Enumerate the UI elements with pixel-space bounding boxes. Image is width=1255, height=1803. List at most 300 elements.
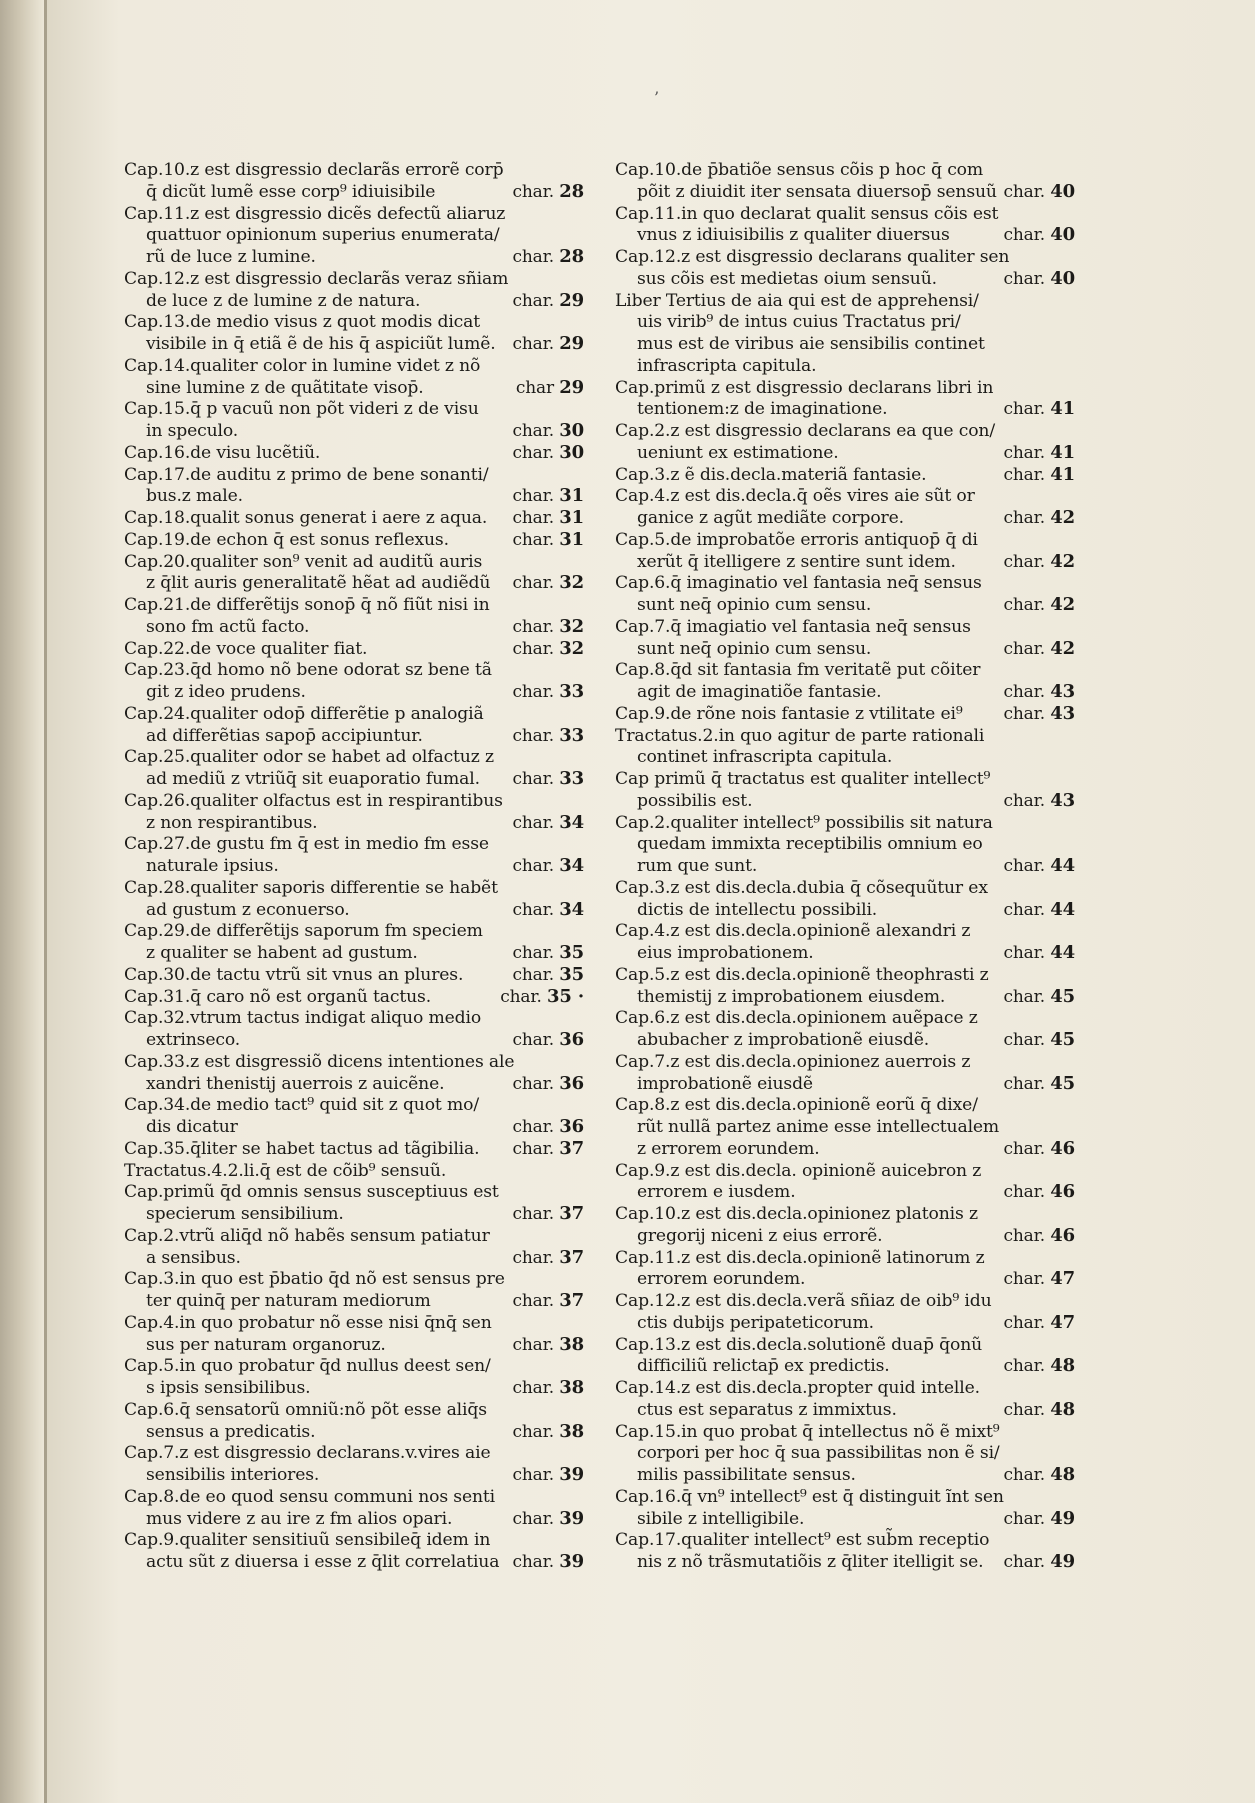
chapter-ref	[1003, 855, 1075, 878]
leaf-number: 28	[559, 246, 584, 267]
index-entry	[615, 1422, 1075, 1487]
leaf-number: 44	[1050, 855, 1075, 876]
left-index-column	[124, 160, 584, 1574]
char-label: char.	[1003, 464, 1045, 485]
char-label: char.	[1003, 1182, 1045, 1203]
char-label: char.	[1003, 682, 1045, 702]
entry-line: põit z diuidit iter sensata diuersop̄ sensuũ	[637, 181, 997, 202]
index-entry	[124, 160, 584, 204]
entry-line: Cap.3.in quo est p̄batio q̄d nõ est sensus pre	[124, 1269, 505, 1290]
entry-line: continet infrascripta capitula.	[637, 747, 893, 768]
entry-line: Tractatus.2.in quo agitur de parte rationali	[615, 725, 985, 746]
entry-line: Cap.9.z est dis.decla. opinionẽ auicebron z	[615, 1160, 982, 1181]
leaf-number: 40	[1050, 180, 1075, 202]
entry-line: Cap.14.qualiter color in lumine videt z nõ	[124, 355, 481, 376]
chapter-ref	[1003, 181, 1075, 204]
leaf-number: 34	[559, 811, 584, 833]
leaf-number: 45	[1050, 985, 1075, 1007]
chapter-ref	[512, 246, 584, 269]
index-entry	[124, 1161, 584, 1183]
entry-line: Cap.6.q̄ sensatorũ omniũ:nõ põt esse aliq̄s	[124, 1399, 487, 1420]
entry-line: rũ de luce z lumine.	[146, 247, 316, 267]
entry-line: specierum sensibilium.	[146, 1204, 344, 1224]
index-entry	[124, 443, 584, 465]
entry-line: Cap.10.de p̄batiõe sensus cõis p hoc q̄ com	[615, 160, 984, 180]
entry-line: Tractatus.4.2.li.q̄ est de cõib⁹ sensuũ.	[124, 1160, 447, 1181]
leaf-number: 43	[1050, 681, 1075, 702]
chapter-ref	[1003, 1464, 1075, 1487]
char-label: char.	[512, 1378, 554, 1398]
leaf-number: 37	[559, 1203, 584, 1224]
leaf-number: 36	[559, 1116, 584, 1137]
char-label: char.	[1003, 703, 1045, 724]
char-label: char.	[512, 943, 554, 963]
chapter-ref	[1003, 398, 1075, 421]
chapter-ref	[512, 899, 584, 922]
entry-line: Cap.20.qualiter son⁹ venit ad auditũ auris	[124, 551, 483, 572]
leaf-number: 43	[1050, 702, 1075, 724]
chapter-ref	[512, 333, 584, 356]
leaf-number: 33	[559, 768, 584, 789]
entry-line: ctus est separatus z immixtus.	[637, 1399, 897, 1420]
entry-line: z qualiter se habent ad gustum.	[146, 943, 418, 963]
entry-line: sus per naturam organoruz.	[146, 1334, 386, 1355]
leaf-number: 42	[1050, 637, 1075, 659]
entry-line: sunt neq̄ opinio cum sensu.	[637, 595, 872, 615]
entry-line: Cap.2.z est disgressio declarans ea que con/	[615, 421, 995, 441]
chapter-ref	[512, 964, 584, 987]
entry-line: sine lumine z de quãtitate visop̄.	[146, 377, 424, 398]
chapter-ref	[1003, 1138, 1075, 1161]
entry-line: naturale ipsius.	[146, 856, 279, 876]
index-entry	[124, 987, 584, 1009]
entry-line: dis dicatur	[146, 1117, 238, 1137]
entry-line: Cap.17.qualiter intellect⁹ est sub̃m receptio	[615, 1530, 990, 1551]
entry-line: ganice z agũt mediãte corpore.	[637, 508, 904, 528]
char-label: char.	[512, 769, 554, 789]
chapter-ref	[512, 572, 584, 595]
leaf-number: 35	[559, 942, 584, 963]
entry-line: uis virib⁹ de intus cuius Tractatus pri/	[637, 312, 961, 333]
leaf-number: 49	[1050, 1507, 1075, 1529]
entry-line: tentionem:z de imaginatione.	[637, 399, 888, 420]
entry-line: ctis dubijs peripateticorum.	[637, 1312, 874, 1333]
char-label: char.	[1003, 181, 1045, 202]
char-label: char.	[512, 181, 554, 202]
char-label: char.	[512, 529, 554, 550]
entry-line: Cap.3.z ẽ dis.decla.materiã fantasie.	[615, 464, 927, 485]
entry-line: agit de imaginatiõe fantasie.	[637, 682, 882, 702]
entry-line: Cap.4.z est dis.decla.q̄ oẽs vires aie sũt or	[615, 486, 975, 507]
index-entry	[615, 617, 1075, 661]
leaf-number: 42	[1050, 507, 1075, 528]
chapter-ref	[1003, 899, 1075, 922]
leaf-number: 32	[559, 637, 584, 659]
entry-line: rũt nullã partez anime esse intellectualem	[637, 1117, 1000, 1137]
index-entry	[615, 1487, 1075, 1531]
index-entry	[124, 834, 584, 878]
char-label: char.	[1003, 1356, 1045, 1377]
entry-line: de luce z de lumine z de natura.	[146, 290, 421, 311]
char-label: char.	[512, 1247, 554, 1268]
index-entry	[124, 1182, 584, 1226]
entry-line: Cap.19.de echon q̄ est sonus reflexus.	[124, 529, 449, 550]
entry-line: Cap.primũ q̄d omnis sensus susceptiuus est	[124, 1182, 499, 1203]
entry-line: Cap.31.q̄ caro nõ est organũ tactus.	[124, 986, 432, 1007]
entry-line: mus videre z au ire z fm alios opari.	[146, 1508, 453, 1529]
leaf-number: 31	[559, 528, 584, 550]
char-label: char.	[512, 812, 554, 833]
chapter-ref	[512, 1116, 584, 1139]
entry-line: Cap.16.de visu lucẽtiũ.	[124, 442, 321, 463]
entry-line: Liber Tertius de aia qui est de apprehensi/	[615, 290, 979, 311]
index-entry	[615, 1530, 1075, 1574]
chapter-ref	[1003, 986, 1075, 1009]
entry-line: z errorem eorundem.	[637, 1138, 820, 1159]
char-label: char.	[512, 1204, 554, 1224]
entry-line: Cap.6.q̄ imaginatio vel fantasia neq̄ sensus	[615, 573, 982, 594]
entry-line: sensibilis interiores.	[146, 1465, 320, 1485]
chapter-ref	[512, 638, 584, 661]
entry-line: s ipsis sensibilibus.	[146, 1378, 311, 1398]
entry-line: ad mediũ z vtriũq̄ sit euaporatio fumal.	[146, 769, 480, 789]
entry-line: Cap.34.de medio tact⁹ quid sit z quot mo/	[124, 1095, 479, 1116]
char-label: char.	[1003, 399, 1045, 420]
char-label: char.	[512, 725, 554, 746]
entry-line: milis passibilitate sensus.	[637, 1465, 856, 1485]
char-label: char.	[1003, 1225, 1045, 1246]
entry-line: a sensibus.	[146, 1247, 241, 1268]
char-label: char.	[512, 1073, 554, 1094]
leaf-number: 37	[559, 1290, 584, 1311]
leaf-number: 31	[559, 485, 584, 507]
chapter-ref	[516, 377, 584, 400]
leaf-number: 38	[559, 1377, 584, 1398]
chapter-ref	[512, 1421, 584, 1444]
char-label: char.	[500, 986, 542, 1007]
index-entry	[124, 1356, 584, 1400]
chapter-ref	[512, 725, 584, 748]
char-label: char.	[1003, 1399, 1045, 1420]
entry-line: sibile z intelligibile.	[637, 1508, 805, 1529]
entry-line: gregorij niceni z eius errorẽ.	[637, 1225, 883, 1246]
index-entry	[124, 1139, 584, 1161]
chapter-ref	[512, 812, 584, 835]
right-index-column	[615, 160, 1075, 1574]
leaf-number: 42	[1050, 550, 1075, 572]
entry-line: ad differẽtias sapop̄ accipiuntur.	[146, 725, 423, 746]
chapter-ref	[512, 442, 584, 465]
entry-line: infrascripta capitula.	[637, 355, 817, 376]
entry-line: Cap.9.qualiter sensitiuũ sensibileq̄ idem in	[124, 1530, 491, 1551]
leaf-number: 41	[1050, 463, 1075, 485]
chapter-ref	[1003, 942, 1075, 965]
leaf-number: 35	[559, 963, 584, 985]
entry-line: Cap.11.z est dis.decla.opinionẽ latinorum z	[615, 1247, 985, 1268]
leaf-number: 35 ·	[547, 985, 584, 1007]
leaf-number: 45	[1050, 1072, 1075, 1094]
char-label: char.	[1003, 1269, 1045, 1290]
entry-line: xerũt q̄ itelligere z sentire sunt idem.	[637, 551, 956, 572]
char-label: char.	[512, 1334, 554, 1355]
index-entry	[615, 1161, 1075, 1205]
index-entry	[124, 595, 584, 639]
char-label: char.	[512, 1508, 554, 1529]
char-label: char.	[512, 1465, 554, 1485]
entry-line: Cap.3.z est dis.decla.dubia q̄ cõsequũtur ex	[615, 877, 988, 898]
index-entry	[615, 660, 1075, 704]
entry-line: git z ideo prudens.	[146, 682, 306, 702]
entry-line: Cap.12.z est disgressio declarãs veraz sñiam	[124, 268, 509, 289]
entry-line: Cap.8.z est dis.decla.opinionẽ eorũ q̄ dixe/	[615, 1095, 978, 1116]
chapter-ref	[512, 1138, 584, 1161]
entry-line: quedam immixta receptibilis omnium eo	[637, 834, 983, 855]
chapter-ref	[1003, 681, 1075, 704]
index-entry	[124, 791, 584, 835]
chapter-ref	[1003, 507, 1075, 530]
index-entry	[615, 378, 1075, 422]
chapter-ref	[512, 616, 584, 639]
entry-line: Cap.13.de medio visus z quot modis dicat	[124, 312, 481, 333]
index-entry	[124, 639, 584, 661]
entry-line: nis z nõ trãsmutatiõis z q̄liter itelligit se.	[637, 1552, 984, 1572]
index-entry	[615, 204, 1075, 248]
leaf-number: 39	[559, 1551, 584, 1572]
entry-line: Cap.5.in quo probatur q̄d nullus deest sen/	[124, 1356, 491, 1377]
char-label: char.	[1003, 551, 1045, 572]
entry-line: Cap.primũ z est disgressio declarans libri in	[615, 377, 994, 398]
char-label: char.	[1003, 1138, 1045, 1159]
leaf-number: 31	[559, 507, 584, 528]
entry-line: z q̄lit auris generalitatẽ hẽat ad audiẽdũ	[146, 573, 491, 594]
entry-line: sunt neq̄ opinio cum sensu.	[637, 638, 872, 659]
index-entry	[124, 552, 584, 596]
char-label: char.	[512, 616, 554, 637]
leaf-number: 33	[559, 681, 584, 702]
char-label: char	[515, 377, 554, 398]
entry-line: Cap.5.z est dis.decla.opinionẽ theophrasti z	[615, 964, 989, 985]
chapter-ref	[512, 1551, 584, 1574]
entry-line: Cap.18.qualit sonus generat i aere z aqua.	[124, 508, 488, 528]
leaf-number: 37	[559, 1137, 584, 1159]
index-entry	[615, 965, 1075, 1009]
chapter-ref	[1003, 790, 1075, 813]
entry-line: Cap.28.qualiter saporis differentie se habẽt	[124, 877, 498, 898]
char-label: char.	[1003, 225, 1045, 246]
entry-line: visibile in q̄ etiã ẽ de his q̄ aspiciũt lumẽ.	[146, 334, 496, 354]
entry-line: sus cõis est medietas oium sensuũ.	[637, 268, 937, 289]
leaf-number: 46	[1050, 1224, 1075, 1246]
index-entry	[615, 878, 1075, 922]
char-label: char.	[512, 442, 554, 463]
entry-line: rum que sunt.	[637, 856, 758, 876]
index-entry	[615, 160, 1075, 204]
entry-line: Cap.6.z est dis.decla.opinionem auẽpace z	[615, 1008, 978, 1029]
entry-line: Cap.7.z est dis.decla.opinionez auerrois z	[615, 1051, 971, 1072]
leaf-number: 32	[559, 615, 584, 637]
entry-line: Cap.33.z est disgressiõ dicens intentiones ale	[124, 1051, 515, 1072]
index-entry	[615, 247, 1075, 291]
chapter-ref	[512, 420, 584, 443]
chapter-ref	[512, 1334, 584, 1357]
index-entry	[615, 291, 1075, 378]
entry-line: Cap.15.q̄ p vacuũ non põt videri z de visu	[124, 399, 479, 420]
index-entry	[124, 747, 584, 791]
char-label: char.	[512, 486, 554, 507]
char-label: char.	[1003, 442, 1045, 463]
leaf-number: 32	[559, 572, 584, 594]
leaf-number: 44	[1050, 942, 1075, 963]
char-label: char.	[512, 1138, 554, 1159]
index-entry	[615, 1378, 1075, 1422]
index-entry	[124, 921, 584, 965]
char-label: char.	[512, 334, 554, 354]
entry-line: sono fm actũ facto.	[146, 616, 310, 637]
chapter-ref	[512, 1290, 584, 1313]
entry-line: Cap.5.de improbatõe erroris antiquop̄ q̄ di	[615, 529, 978, 550]
entry-line: Cap.7.q̄ imagiatio vel fantasia neq̄ sensus	[615, 616, 971, 637]
leaf-number: 36	[559, 1029, 584, 1050]
entry-line: Cap.7.z est disgressio declarans.v.vires aie	[124, 1443, 491, 1464]
chapter-ref	[512, 855, 584, 878]
entry-line: Cap.15.in quo probat q̄ intellectus nõ ẽ mixt⁹	[615, 1421, 1000, 1442]
char-label: char.	[1003, 790, 1045, 811]
entry-line: ad gustum z econuerso.	[146, 899, 350, 920]
entry-line: Cap.27.de gustu fm q̄ est in medio fm esse	[124, 834, 489, 855]
index-entry	[615, 573, 1075, 617]
leaf-number: 43	[1050, 789, 1075, 811]
entry-line: Cap.10.z est dis.decla.opinionez platonis z	[615, 1204, 978, 1224]
leaf-number: 39	[559, 1464, 584, 1485]
char-label: char.	[1003, 1312, 1045, 1333]
chapter-ref	[1003, 594, 1075, 617]
leaf-number: 39	[559, 1507, 584, 1529]
index-entry	[615, 1291, 1075, 1335]
chapter-ref	[1003, 638, 1075, 661]
leaf-number: 36	[559, 1072, 584, 1094]
index-entry	[124, 1530, 584, 1574]
chapter-ref	[1003, 1312, 1075, 1335]
index-entry	[124, 465, 584, 509]
index-entry	[615, 465, 1075, 487]
char-label: char.	[1003, 856, 1045, 876]
index-entry	[615, 769, 1075, 813]
entry-line: Cap.14.z est dis.decla.propter quid intelle.	[615, 1378, 980, 1398]
char-label: char.	[512, 247, 554, 267]
entry-line: bus.z male.	[146, 486, 243, 507]
entry-line: vnus z idiuisibilis z qualiter diuersus	[637, 225, 950, 246]
char-label: char.	[1003, 268, 1045, 289]
chapter-ref	[512, 485, 584, 508]
entry-line: Cap.16.q̄ vn⁹ intellect⁹ est q̄ distinguit ĩnt sen	[615, 1486, 1004, 1507]
chapter-ref	[1003, 1181, 1075, 1204]
entry-line: in speculo.	[146, 421, 239, 441]
index-entry	[124, 1443, 584, 1487]
chapter-ref	[1003, 224, 1075, 247]
chapter-ref	[512, 1029, 584, 1052]
char-label: char.	[1003, 508, 1045, 528]
entry-line: Cap.4.z est dis.decla.opinionẽ alexandri z	[615, 921, 971, 942]
index-entry	[124, 1226, 584, 1270]
stray-mark: ’	[654, 88, 660, 107]
char-label: char.	[512, 290, 554, 311]
char-label: char.	[512, 899, 554, 920]
char-label: char.	[1003, 943, 1045, 963]
index-entry	[615, 1248, 1075, 1292]
leaf-number: 42	[1050, 594, 1075, 615]
leaf-number: 29	[559, 376, 584, 398]
entry-line: Cap.30.de tactu vtrũ sit vnus an plures.	[124, 964, 464, 985]
chapter-ref	[1003, 1355, 1075, 1378]
index-entry	[615, 1204, 1075, 1248]
leaf-number: 44	[1050, 898, 1075, 920]
entry-line: Cap.11.z est disgressio dicẽs defectũ aliaruz	[124, 203, 506, 224]
entry-line: xandri thenistij auerrois z auicẽne.	[146, 1073, 445, 1094]
leaf-number: 33	[559, 724, 584, 746]
entry-line: z non respirantibus.	[146, 812, 318, 833]
entry-line: Cap.13.z est dis.decla.solutionẽ duap̄ q̄onũ	[615, 1334, 983, 1355]
chapter-ref	[512, 1203, 584, 1226]
leaf-number: 45	[1050, 1029, 1075, 1050]
char-label: char.	[1003, 1552, 1045, 1572]
entry-line: Cap.21.de differẽtijs sonop̄ q̄ nõ fiũt nisi in	[124, 595, 490, 615]
chapter-ref	[512, 1508, 584, 1531]
chapter-ref	[1003, 1508, 1075, 1531]
entry-line: Cap.12.z est disgressio declarans qualiter sen	[615, 247, 1010, 267]
index-entry	[615, 1052, 1075, 1096]
leaf-number: 40	[1050, 224, 1075, 246]
chapter-ref	[1003, 1551, 1075, 1574]
leaf-number: 40	[1050, 267, 1075, 289]
char-label: char.	[512, 573, 554, 594]
char-label: char.	[1003, 1030, 1045, 1050]
chapter-ref	[1003, 268, 1075, 291]
entry-line: Cap.8.de eo quod sensu communi nos senti	[124, 1486, 496, 1507]
index-entry	[124, 1095, 584, 1139]
entry-line: actu sũt z diuersa i esse z q̄lit correlatiua	[146, 1552, 500, 1572]
leaf-number: 38	[559, 1420, 584, 1442]
index-entry	[124, 878, 584, 922]
char-label: char.	[1003, 1073, 1045, 1094]
entry-line: Cap.11.in quo declarat qualit sensus cõis est	[615, 203, 999, 224]
entry-line: Cap.8.q̄d sit fantasia fm veritatẽ put cõiter	[615, 660, 981, 681]
entry-line: Cap.2.vtrũ aliq̄d nõ habẽs sensum patiatur	[124, 1225, 490, 1246]
leaf-number: 49	[1050, 1551, 1075, 1572]
entry-line: Cap.2.qualiter intellect⁹ possibilis sit natura	[615, 812, 993, 833]
char-label: char.	[1003, 1465, 1045, 1485]
leaf-number: 47	[1050, 1268, 1075, 1290]
index-entry	[615, 1095, 1075, 1160]
leaf-number: 47	[1050, 1311, 1075, 1333]
char-label: char.	[512, 856, 554, 876]
index-entry	[124, 1487, 584, 1531]
char-label: char.	[512, 682, 554, 702]
chapter-ref	[500, 986, 584, 1009]
entry-line: Cap.9.de rõne nois fantasie z vtilitate ei⁹	[615, 703, 963, 724]
index-entry	[615, 421, 1075, 465]
index-entry	[124, 204, 584, 269]
chapter-ref	[1003, 703, 1075, 726]
index-entry	[124, 312, 584, 356]
char-label: char.	[512, 1117, 554, 1137]
entry-line: Cap.26.qualiter olfactus est in respirantibus	[124, 790, 503, 811]
index-entry	[615, 1335, 1075, 1379]
entry-line: improbationẽ eiusdẽ	[637, 1073, 813, 1094]
leaf-number: 38	[559, 1333, 584, 1355]
leaf-number: 30	[559, 420, 584, 441]
entry-line: dictis de intellectu possibili.	[637, 899, 878, 920]
entry-line: themistij z improbationem eiusdem.	[637, 986, 946, 1007]
